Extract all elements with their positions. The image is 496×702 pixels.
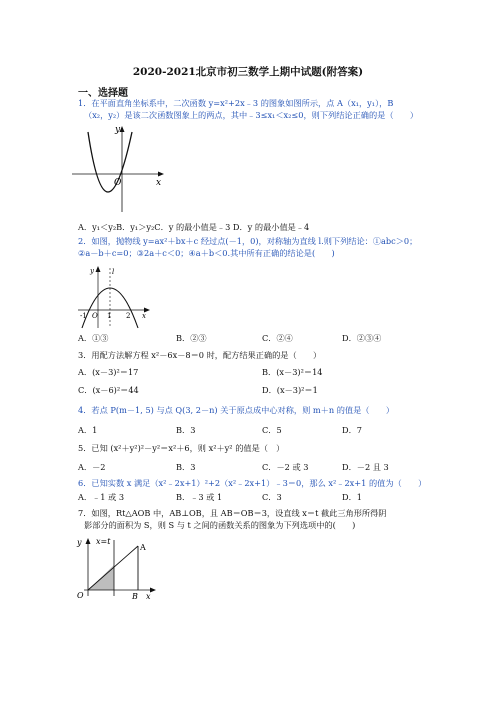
q4-option-a: A．1 — [78, 425, 98, 435]
q5-option-c: C．－2 或 3 — [262, 462, 309, 472]
q2-option-a: A．①③ — [78, 333, 109, 343]
q7-triangle-figure — [74, 534, 158, 600]
q1-stem-line1: 1．在平面直角坐标系中，二次函数 y=x²+2x﹣3 的图象如图所示，点 A（x₁，y₁），B — [78, 98, 394, 108]
q2-option-b: B．②③ — [176, 333, 207, 343]
q2-origin-label: O — [92, 312, 98, 320]
q7-y-label: y — [77, 538, 82, 547]
q6-option-b: B．﹣3 或 1 — [176, 492, 223, 502]
q2-option-d: D．②③④ — [342, 333, 382, 343]
q6-option-d: D．1 — [342, 492, 362, 502]
q7-stem-line2: 影部分的面积为 S，则 S 与 t 之间的函数关系的图象为下列选项中的( ) — [84, 520, 356, 530]
q3-option-d: D．(x－3)²＝1 — [262, 385, 318, 395]
q1-stem-line2: （x₂，y₂）是该二次函数图象上的两点，其中﹣3≤x₁＜x₂≤0，则下列结论正确的是（ ） — [84, 110, 419, 120]
q2-tick-1: 1 — [107, 312, 112, 320]
q3-option-b: B．(x－3)²＝14 — [262, 367, 323, 377]
section-heading: 一、选择题 — [78, 88, 128, 99]
q4-option-c: C．5 — [262, 425, 282, 435]
q3-stem: 3．用配方法解方程 x²－6x－8＝0 时，配方结果正确的是（ ） — [78, 350, 322, 360]
q1-options: A．y₁＜y₂B．y₁＞y₂C．y 的最小值是﹣3 D．y 的最小值是﹣4 — [78, 222, 310, 232]
q3-option-c: C．(x－6)²＝44 — [78, 385, 139, 395]
q4-stem: 4．若点 P(m－1, 5) 与点 Q(3, 2－n) 关于原点成中心对称，则 m＋n 的值是（ ） — [78, 405, 395, 415]
q2-neg1-label: -1 — [80, 312, 87, 320]
q2-x-label: x — [142, 312, 146, 320]
q7-x-arrow — [150, 588, 156, 593]
q2-tick-2: 2 — [126, 312, 131, 320]
q5-stem: 5．已知 (x²＋y²)²－y²＝x²＋6，则 x²＋y² 的值是（ ） — [78, 443, 285, 453]
q6-option-a: A．﹣1 或 3 — [78, 492, 125, 502]
q5-option-a: A．－2 — [78, 462, 106, 472]
q2-l-label: l — [112, 268, 115, 276]
q7-stem-line1: 7．如图，Rt△AOB 中，AB⊥OB，且 AB＝OB＝3，设直线 x＝t 截此三角形所得阴 — [78, 508, 387, 518]
q5-option-d: D．－2 且 3 — [342, 462, 389, 472]
q1-parabola-curve — [88, 132, 132, 192]
q7-xt-label: x=t — [96, 537, 111, 546]
q5-option-b: B．3 — [176, 462, 196, 472]
q1-y-label: y — [115, 125, 121, 135]
q7-b-label: B — [132, 592, 138, 600]
q2-stem-line2: ②a－b＋c=0；③2a＋c＜0；④a＋b＜0.其中所有正确的结论是( ) — [78, 248, 335, 258]
document-title: 2020-2021北京市初三数学上期中试题(附答案) — [132, 66, 364, 78]
q2-y-label: y — [90, 267, 94, 275]
q1-origin-label: O — [114, 178, 122, 188]
q6-stem: 6．已知实数 x 满足（x²﹣2x+1）²+2（x²﹣2x+1）﹣3＝0，那么 x²﹣2x+1 的值为（ ） — [78, 478, 427, 488]
q7-origin-label: O — [77, 591, 84, 600]
q2-parabola-figure — [76, 262, 152, 330]
q2-y-arrow — [96, 266, 101, 272]
q2-option-c: C．②④ — [262, 333, 293, 343]
q1-parabola-figure — [70, 122, 170, 214]
q7-a-label: A — [140, 543, 146, 552]
q4-option-b: B．3 — [176, 425, 196, 435]
q7-x-label: x — [146, 592, 151, 600]
q7-y-arrow — [86, 538, 91, 544]
q1-y-arrow — [120, 126, 125, 132]
q1-x-label: x — [156, 178, 162, 188]
q1-x-arrow — [158, 172, 164, 177]
q2-stem-line1: 2．如图，抛物线 y=ax²＋bx＋c 经过点(－1，0)，对称轴为直线 l.则下列结论：①abc＞0； — [78, 236, 418, 246]
q6-option-c: C．3 — [262, 492, 282, 502]
q3-option-a: A．(x－3)²＝17 — [78, 367, 139, 377]
q4-option-d: D．7 — [342, 425, 362, 435]
